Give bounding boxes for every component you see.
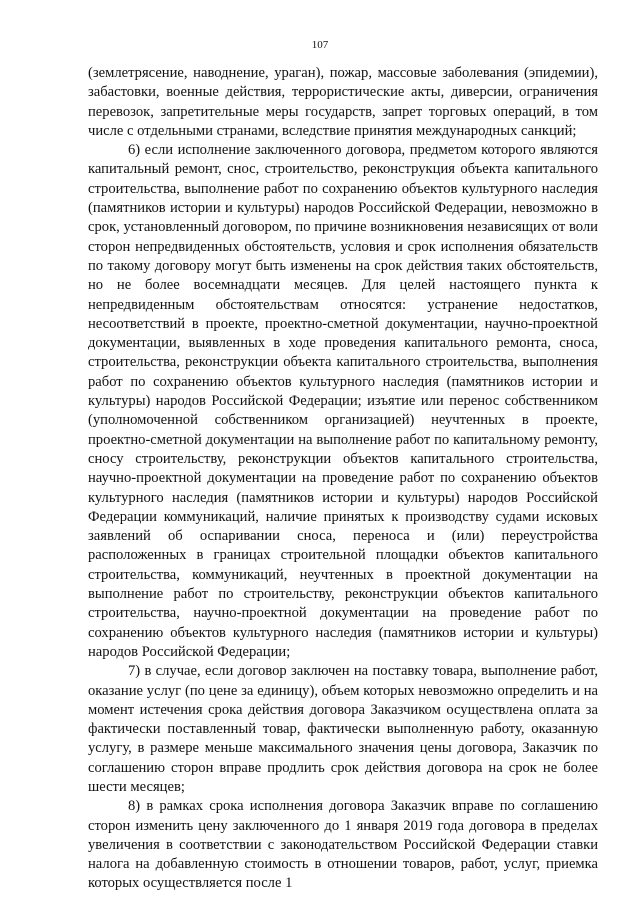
page-number: 107 <box>311 39 329 51</box>
paragraph-item-8: 8) в рамках срока исполнения договора Заказчик вправе по соглашению сторон изменить цену заключенного до 1 января 2019 года договора в пределах увеличения в соответствии с законодательством Российской Федерации ставки налога на добавленную стоимость в отношении товаров, работ, услуг, приемка которых осуществляется после 1 <box>88 798 598 892</box>
paragraph-item-6: 6) если исполнение заключенного договора, предметом которого являются капитальный ремонт, снос, строительство, реконструкция объекта капитального строительства, выполнение работ по сохранению объектов культурного наследия (памятников истории и культуры) народов Российской Федерации, невозможно в срок, установленный договором, по причине возникновения независящих от воли сторон непредвиденных обстоятельств, условия и срок исполнения обязательств по такому договору могут быть изменены на срок действия таких обстоятельств, но не более восемнадцати месяцев. Для целей настоящего пункта к непредвиденным обстоятельствам относятся: устранение недостатков, несоответствий в проекте, проектно-сметной документации, научно-проектной документации, выявленных в ходе проведения капитального ремонта, сноса, строительства, реконструкции объекта капитального строительства, выполнения работ по сохранению объектов культурного наследия (памятников истории и культуры) народов Российской Федерации; изъятие или перенос собственником (уполномоченной собственником организацией) неучтенных в проекте, проектно-сметной документации на выполнение работ по капитальному ремонту, сносу строительству, реконструкции объектов капитального строительства, научно-проектной документации на проведение работ по сохранению объектов культурного наследия (памятников истории и культуры) народов Российской Федерации коммуникаций, наличие принятых к производству судами исковых заявлений об оспаривании сноса, переноса и (или) переустройства расположенных в границах строительной площадки объектов капитального строительства, коммуникаций, неучтенных в проектной документации на выполнение работ по строительству, реконструкции объектов капитального строительства, научно-проектной документации на проведение работ по сохранению объектов культурного наследия (памятников истории и культуры) народов Российской Федерации; <box>88 142 598 660</box>
paragraph-continuation: (землетрясение, наводнение, ураган), пожар, массовые заболевания (эпидемии), забастовки, военные действия, террористические акты, диверсии, ограничения перевозок, запретительные меры государств, запрет торговых операций, в том числе с отдельными странами, вследствие принятия международных санкций; <box>88 65 598 139</box>
body-text <box>88 64 598 894</box>
paragraph-item-7: 7) в случае, если договор заключен на поставку товара, выполнение работ, оказание услуг (по цене за единицу), объем которых невозможно определить и на момент истечения срока действия договора Заказчиком осуществлена оплата за фактически поставленный товар, фактически выполненную работу, оказанную услугу, в размере меньше максимального значения цены договора, Заказчик по соглашению сторон вправе продлить срок действия договора на срок не более шести месяцев; <box>88 663 598 795</box>
